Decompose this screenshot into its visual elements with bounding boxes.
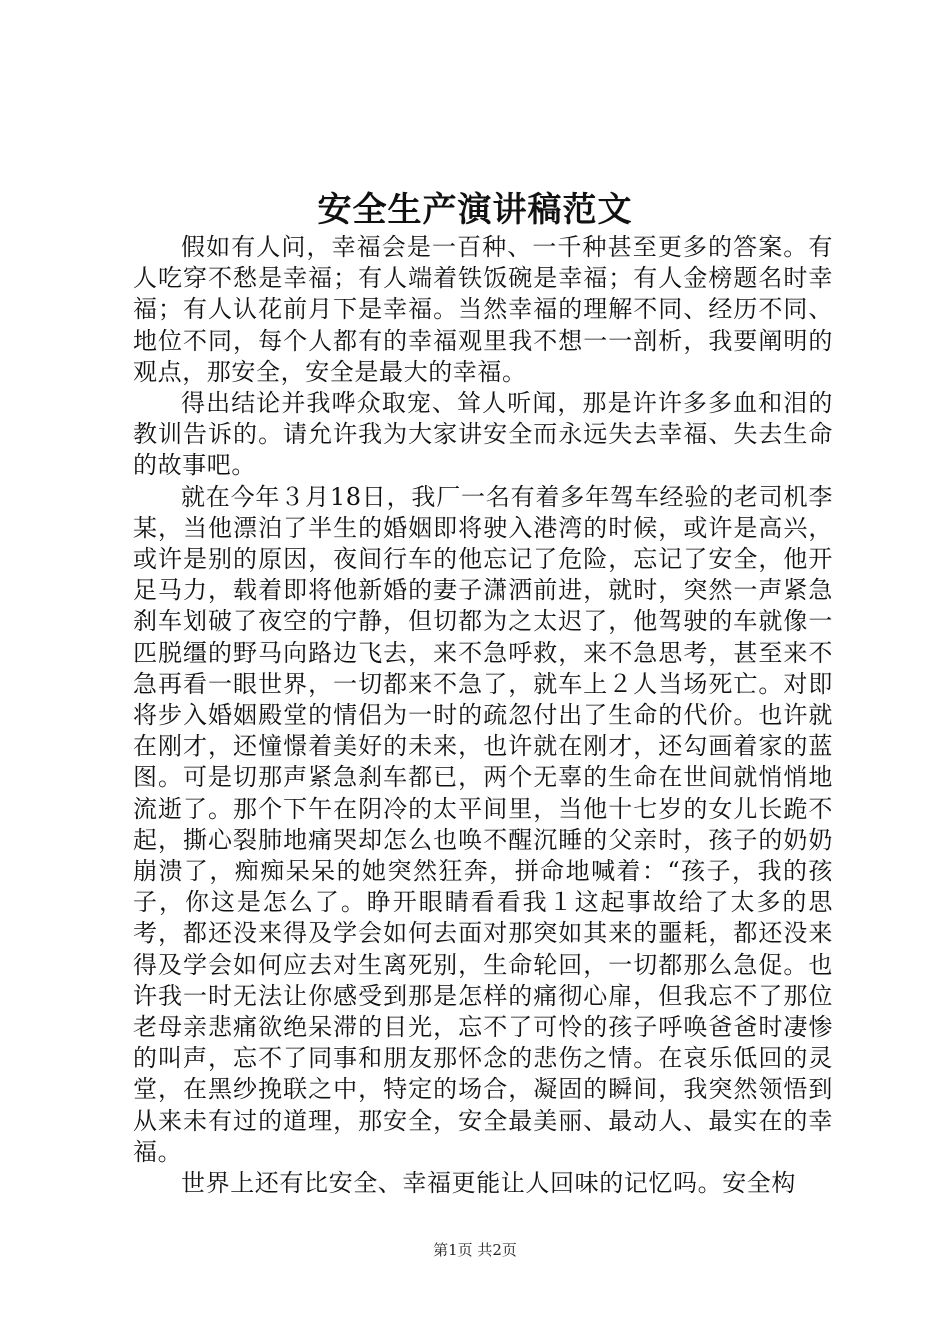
paragraph: 世界上还有比安全、幸福更能让人回味的记忆吗。安全构 [181, 1169, 796, 1198]
document-body [133, 232, 833, 1199]
paragraph: 就在今年３月18日，我厂一名有着多年驾车经验的老司机李某，当他漂泊了半生的婚姻即将驶入港湾的时候，或许是高兴，或许是别的原因，夜间行车的他忘记了危险，忘记了安全，他开足马力，载着即将他新婚的妻子潇洒前进，就时，突然一声紧急刹车划破了夜空的宁静，但切都为之太迟了，他驾驶的车就像一匹脱缰的野马向路边飞去，来不急呼救，来不急思考，甚至来不急再看一眼世界，一切都来不急了，就车上２人当场死亡。对即将步入婚姻殿堂的情侣为一时的疏忽付出了生命的代价。也许就在刚才，还憧憬着美好的未来，也许就在刚才，还勾画着家的蓝图。可是切那声紧急刹车都已，两个无辜的生命在世间就悄悄地流逝了。那个下午在阴冷的太平间里，当他十七岁的女儿长跪不起，撕心裂肺地痛哭却怎么也唤不醒沉睡的父亲时，孩子的奶奶崩溃了，痴痴呆呆的她突然狂奔，拼命地喊着：“孩子，我的孩子，你这是怎么了。睁开眼睛看看我１这起事故给了太多的思考，都还没来得及学会如何去面对那突如其来的噩耗，都还没来得及学会如何应去对生离死别，生命轮回，一切都那么急促。也许我一时无法让你感受到那是怎样的痛彻心扉，但我忘不了那位老母亲悲痛欲绝呆滞的目光，忘不了可怜的孩子呼唤爸爸时凄惨的叫声，忘不了同事和朋友那怀念的悲伤之情。在哀乐低回的灵堂，在黑纱挽联之中，特定的场合，凝固的瞬间，我突然领悟到从来未有过的道理，那安全，安全最美丽、最动人、最实在的幸福。 [133, 482, 833, 1166]
paragraph: 得出结论并我哗众取宠、耸人听闻，那是许许多多血和泪的教训告诉的。请允许我为大家讲安全而永远失去幸福、失去生命的故事吧。 [133, 389, 833, 480]
page-footer: 第1页 共2页 [433, 1241, 517, 1259]
document-title: 安全生产演讲稿范文 [317, 190, 633, 230]
paragraph: 假如有人问，幸福会是一百种、一千种甚至更多的答案。有人吃穿不愁是幸福；有人端着铁饭碗是幸福；有人金榜题名时幸福；有人认花前月下是幸福。当然幸福的理解不同、经历不同、地位不同，每个人都有的幸福观里我不想一一剖析，我要阐明的观点，那安全，安全是最大的幸福。 [133, 233, 833, 386]
